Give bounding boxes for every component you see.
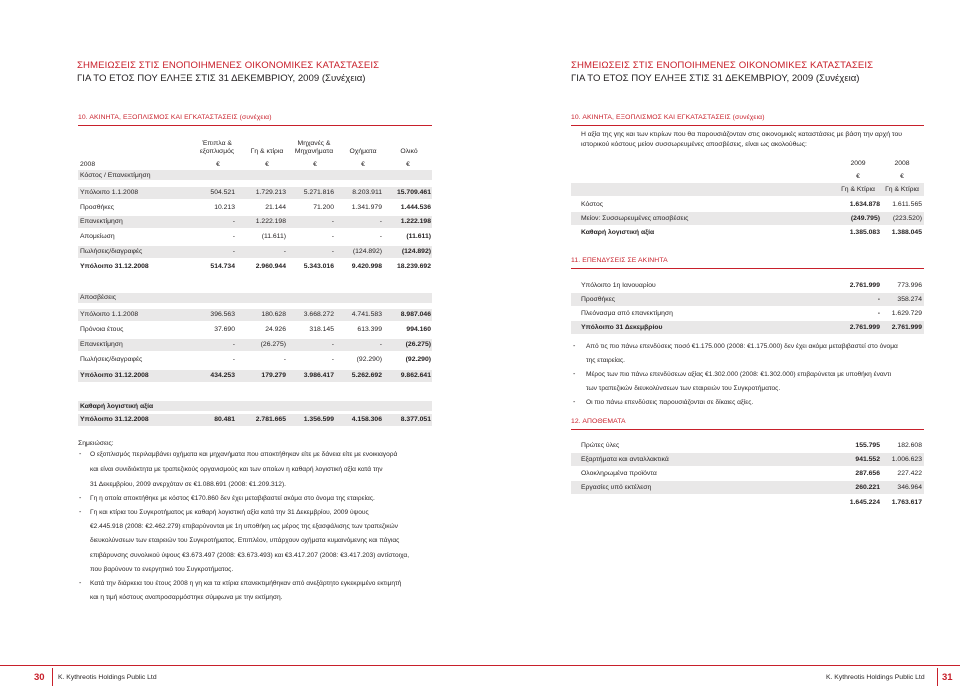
table-cell: 613.399 bbox=[357, 326, 382, 333]
table-cell: (92.290) bbox=[356, 356, 382, 363]
table-cell: 2.960.944 bbox=[255, 263, 286, 270]
table-cell: 8.377.051 bbox=[400, 416, 431, 423]
table-cell: 5.262.692 bbox=[351, 372, 382, 379]
table-cell: 1.006.623 bbox=[891, 456, 922, 463]
table-cell: (223.520) bbox=[892, 215, 922, 222]
table-cell: 179.279 bbox=[261, 372, 286, 379]
table-cell: 4.158.306 bbox=[351, 416, 382, 423]
table-cell: 5.271.816 bbox=[303, 189, 334, 196]
note-line: που βαρύνουν το ενεργητικό του Συγκροτήματος. bbox=[90, 566, 234, 573]
table-cell: 318.145 bbox=[309, 326, 334, 333]
table-cell: 1.388.045 bbox=[891, 229, 922, 236]
table-cell: 1.629.729 bbox=[891, 310, 922, 317]
table-cell: 1.222.198 bbox=[255, 218, 286, 225]
note-line: επιβάρυνσης συνολικού ύψους €3.673.497 (2008: €3.673.493) και €3.417.207 (2008: €3.417.203) αντίστοιχα, bbox=[90, 552, 410, 559]
table-cell: 155.795 bbox=[855, 442, 880, 449]
table-cell: 8.203.911 bbox=[352, 189, 382, 196]
note-line: Ο εξοπλισμός περιλαμβάνει οχήματα και μηχανήματα που αποκτήθηκαν είτε με δάνεια είτε με ενοικιαγορά bbox=[90, 451, 398, 458]
page-number-left: 30 bbox=[34, 672, 45, 683]
col-header-machinery-1: Μηχανές & bbox=[297, 140, 331, 147]
row-label: Υπόλοιπο 1.1.2008 bbox=[80, 311, 139, 318]
row-label: Υπόλοιπο 31 Δεκεμβρίου bbox=[581, 324, 663, 331]
row-label: Εργασίες υπό εκτέλεση bbox=[581, 484, 652, 491]
table-cell: - bbox=[232, 218, 235, 225]
left-section-rule bbox=[78, 125, 432, 126]
hist-col-header: Γη & Κτίρια bbox=[885, 186, 919, 193]
table-cell: - bbox=[232, 248, 235, 255]
row-label: Πωλήσεις/διαγραφές bbox=[80, 248, 143, 255]
left-year: 2008 bbox=[80, 161, 96, 168]
table-cell: - bbox=[232, 356, 235, 363]
table-cell: - bbox=[283, 356, 286, 363]
footer-rule bbox=[0, 665, 960, 666]
col-header-furniture-1: Έπιπλα & bbox=[202, 140, 232, 147]
bullet-dash: - bbox=[79, 509, 82, 516]
page-number-right: 31 bbox=[942, 672, 953, 683]
table-cell: 9.420.998 bbox=[351, 263, 382, 270]
note-line: €2.445.918 (2008: €2.462.279) επιβαρύνονται με 1η υποθήκη ως μέρος της εξασφάλισης των τραπεζικών bbox=[90, 523, 398, 530]
intro-line-1: Η αξία της γης και των κτιρίων που θα παρουσιάζονταν στις οικονομικές καταστάσεις με βάση την αρχή του bbox=[581, 131, 902, 138]
table-cell: 2.761.999 bbox=[891, 324, 922, 331]
table-cell: 2.761.999 bbox=[849, 324, 880, 331]
header-right bbox=[571, 60, 873, 85]
intro-line-2: ιστορικού κόστους μείον συσσωρευμένες αποσβέσεις, είναι ως ακολούθως: bbox=[581, 141, 807, 148]
col-header-land: Γη & κτίρια bbox=[250, 148, 284, 155]
table-cell: (124.892) bbox=[401, 248, 431, 255]
row-label: Επανεκτίμηση bbox=[80, 341, 123, 348]
table-cell: 8.987.046 bbox=[400, 311, 431, 318]
table-cell: 1.222.198 bbox=[400, 218, 431, 225]
section-11-rule bbox=[571, 268, 924, 269]
table-cell: 227.422 bbox=[897, 470, 922, 477]
right-section-rule bbox=[571, 125, 924, 126]
table-cell: 514.734 bbox=[210, 263, 235, 270]
row-label: Μείον: Συσσωρευμένες αποσβέσεις bbox=[581, 215, 689, 222]
table-cell: 24.926 bbox=[265, 326, 286, 333]
year-2009: 2009 bbox=[850, 160, 866, 167]
bullet-dash: - bbox=[573, 343, 576, 350]
row-label: Κόστος bbox=[581, 201, 604, 208]
table-cell: - bbox=[877, 310, 880, 317]
table-cell: 396.563 bbox=[210, 311, 235, 318]
table-cell: - bbox=[232, 233, 235, 240]
row-label: Προσθήκες bbox=[80, 204, 115, 211]
row-label: Εξαρτήματα και ανταλλακτικά bbox=[581, 456, 669, 463]
bullet-dash: - bbox=[573, 371, 576, 378]
footer-divider-right bbox=[937, 668, 938, 686]
note-line: Γη η οποία αποκτήθηκε με κόστος €170.860 δεν έχει μεταβιβαστεί ακόμα στο όνομα της εταιρείας. bbox=[90, 495, 375, 502]
table-cell: - bbox=[331, 218, 334, 225]
row-label: Απομείωση bbox=[80, 233, 115, 240]
table-cell: (26.275) bbox=[260, 341, 286, 348]
col-header-machinery-2: Μηχανήματα bbox=[294, 148, 334, 155]
currency-symbol: € bbox=[900, 173, 904, 180]
table-cell: 9.862.641 bbox=[400, 372, 431, 379]
table-cell: 3.986.417 bbox=[303, 372, 334, 379]
table-cell: 1.356.599 bbox=[303, 416, 334, 423]
table-cell: 21.144 bbox=[265, 204, 286, 211]
table-cell: 1.645.224 bbox=[849, 499, 880, 506]
table-cell: 941.552 bbox=[855, 456, 880, 463]
note-line: και η τιμή κόστους αναπροσαρμόστηκε σύμφωνα με την εκτίμηση. bbox=[90, 594, 283, 601]
table-cell: (124.892) bbox=[352, 248, 382, 255]
note-line: Κατά την διάρκεια του έτους 2008 η γη και τα κτίρια επανεκτιμήθηκαν από ανεξάρτητο εγκεκριμένο εκτιμητή bbox=[90, 580, 402, 587]
note-line: Γη και κτίρια του Συγκροτήματος με καθαρή λογιστική αξία κατά την 31 Δεκεμβρίου, 2009 ύψους bbox=[90, 509, 369, 516]
table-cell: (26.275) bbox=[405, 341, 431, 348]
year-2008: 2008 bbox=[894, 160, 910, 167]
table-cell: 1.634.878 bbox=[849, 201, 880, 208]
currency-symbol: € bbox=[856, 173, 860, 180]
table-cell: 10.213 bbox=[214, 204, 235, 211]
table-cell: 773.996 bbox=[897, 282, 922, 289]
notes-heading: Σημειώσεις: bbox=[78, 440, 114, 447]
table-cell: 18.239.692 bbox=[396, 263, 431, 270]
row-label: Πωλήσεις/διαγραφές bbox=[80, 356, 143, 363]
row-label: Υπόλοιπο 31.12.2008 bbox=[80, 263, 149, 270]
table-cell: 1.444.536 bbox=[400, 204, 431, 211]
table-cell: 1.611.565 bbox=[892, 201, 922, 208]
table-cell: 346.964 bbox=[897, 484, 922, 491]
header-right-title: ΣΗΜΕΙΩΣΕΙΣ ΣΤΙΣ ΕΝΟΠΟΙΗΜΕΝΕΣ ΟΙΚΟΝΟΜΙΚΕΣ ΚΑΤΑΣΤΑΣΕΙΣ bbox=[571, 60, 874, 71]
row-label: Υπόλοιπο 1η Ιανουαρίου bbox=[581, 282, 656, 289]
table-cell: 1.763.617 bbox=[891, 499, 922, 506]
table-cell: - bbox=[232, 341, 235, 348]
table-cell: 4.741.583 bbox=[351, 311, 382, 318]
footer-divider-left bbox=[52, 668, 53, 686]
table-cell: - bbox=[283, 248, 286, 255]
table-cell: 180.628 bbox=[261, 311, 286, 318]
table-cell: 358.274 bbox=[897, 296, 922, 303]
row-label: Υπόλοιπο 31.12.2008 bbox=[80, 372, 149, 379]
row-label: Επανεκτίμηση bbox=[80, 218, 123, 225]
currency-symbol: € bbox=[313, 161, 317, 168]
table-cell: (11.611) bbox=[261, 233, 286, 240]
table-cell: (92.290) bbox=[405, 356, 431, 363]
table-cell: - bbox=[877, 296, 880, 303]
footer-company-left: K. Kythreotis Holdings Public Ltd bbox=[58, 674, 157, 681]
table-cell: - bbox=[331, 341, 334, 348]
dep-heading: Αποσβέσεις bbox=[80, 294, 117, 301]
row-label: Πλεόνασμα από επανεκτίμηση bbox=[581, 310, 673, 317]
table-cell: 2.781.665 bbox=[255, 416, 286, 423]
table-cell: 1.729.213 bbox=[255, 189, 286, 196]
table-cell: - bbox=[331, 248, 334, 255]
nbv-heading: Καθαρή λογιστική αξία bbox=[80, 403, 154, 410]
row-label: Υπόλοιπο 1.1.2008 bbox=[80, 189, 139, 196]
table-cell: - bbox=[379, 218, 382, 225]
table-cell: (11.611) bbox=[406, 233, 431, 240]
bullet-dash: - bbox=[573, 399, 576, 406]
dep-heading-band bbox=[78, 293, 432, 303]
table-cell: 504.521 bbox=[210, 189, 235, 196]
section-12-rule bbox=[571, 429, 924, 430]
table-cell: - bbox=[379, 341, 382, 348]
table-cell: 1.385.083 bbox=[849, 229, 880, 236]
table-cell: 3.668.272 bbox=[303, 311, 334, 318]
cost-heading: Κόστος / Επανεκτίμηση bbox=[80, 172, 151, 179]
currency-symbol: € bbox=[361, 161, 365, 168]
note-line: διευκολύνσεων των εταιρειών του Συγκροτήματος. Επιπλέον, υπάρχουν οχήματα κυμαινόμενης και πάγιας bbox=[90, 537, 400, 544]
section-12-title: 12. ΑΠΟΘΕΜΑΤΑ bbox=[571, 418, 626, 425]
note-line: 31 Δεκεμβρίου, 2009 ανερχόταν σε €1.088.691 (2008: €1.209.312). bbox=[90, 481, 286, 488]
table-cell: 15.709.461 bbox=[396, 189, 431, 196]
note-line: και είναι συνιδιόκτητα με τραπεζικούς οργανισμούς και των οποίων η καθαρή λογιστική αξία κατά την bbox=[90, 466, 383, 473]
table-cell: 1.341.979 bbox=[351, 204, 382, 211]
row-label: Ολοκληρωμένα προϊόντα bbox=[581, 470, 657, 477]
table-cell: (249.795) bbox=[850, 215, 880, 222]
note-line: Οι πιο πάνω επενδύσεις παρουσιάζονται σε δίκαιες αξίες. bbox=[586, 399, 754, 406]
note-line: Μέρος των πιο πάνω επενδύσεων αξίας €1.302.000 (2008: €1.302.000) επιβαρύνεται με υποθήκη έναντι bbox=[586, 371, 892, 378]
section-11-title: 11. ΕΠΕΝΔΥΣΕΙΣ ΣΕ ΑΚΙΝΗΤΑ bbox=[571, 257, 668, 264]
bullet-dash: - bbox=[79, 580, 82, 587]
header-left bbox=[77, 60, 379, 85]
right-section-title: 10. ΑΚΙΝΗΤΑ, ΕΞΟΠΛΙΣΜΟΣ ΚΑΙ ΕΓΚΑΤΑΣΤΑΣΕΙΣ (συνέχεια) bbox=[571, 114, 765, 121]
note-line: Από τις πιο πάνω επενδύσεις ποσό €1.175.000 (2008: €1.175.000) δεν έχει ακόμα μεταβιβαστεί στο όνομα bbox=[586, 343, 898, 350]
bullet-dash: - bbox=[79, 451, 82, 458]
header-left-subtitle: ΓΙΑ ΤΟ ΕΤΟΣ ΠΟΥ ΕΛΗΞΕ ΣΤΙΣ 31 ΔΕΚΕΜΒΡΙΟΥ, 2009 (Συνέχεια) bbox=[77, 73, 366, 84]
footer-company-right: K. Kythreotis Holdings Public Ltd bbox=[826, 674, 925, 681]
table-cell: 71.200 bbox=[313, 204, 334, 211]
col-header-total: Ολικό bbox=[400, 148, 418, 155]
table-cell: 434.253 bbox=[210, 372, 235, 379]
table-cell: - bbox=[331, 233, 334, 240]
currency-symbol: € bbox=[265, 161, 269, 168]
header-right-subtitle: ΓΙΑ ΤΟ ΕΤΟΣ ΠΟΥ ΕΛΗΞΕ ΣΤΙΣ 31 ΔΕΚΕΜΒΡΙΟΥ, 2009 (Συνέχεια) bbox=[571, 73, 860, 84]
col-header-furniture-2: εξοπλισμός bbox=[199, 148, 235, 155]
col-header-vehicles: Οχήματα bbox=[349, 148, 377, 155]
table-cell: 80.481 bbox=[214, 416, 235, 423]
header-left-title: ΣΗΜΕΙΩΣΕΙΣ ΣΤΙΣ ΕΝΟΠΟΙΗΜΕΝΕΣ ΟΙΚΟΝΟΜΙΚΕΣ ΚΑΤΑΣΤΑΣΕΙΣ bbox=[77, 60, 380, 71]
table-cell: 994.160 bbox=[406, 326, 431, 333]
currency-symbol: € bbox=[216, 161, 220, 168]
row-label: Πρόνοια έτους bbox=[80, 326, 124, 333]
currency-symbol: € bbox=[406, 161, 410, 168]
table-cell: 287.656 bbox=[855, 470, 880, 477]
table-cell: 5.343.016 bbox=[303, 263, 334, 270]
table-cell: 260.221 bbox=[855, 484, 880, 491]
hist-col-header: Γη & Κτίρια bbox=[841, 186, 875, 193]
table-cell: 2.761.999 bbox=[849, 282, 880, 289]
table-cell: 182.608 bbox=[897, 442, 922, 449]
row-label: Καθαρή λογιστική αξία bbox=[581, 229, 655, 236]
note-line: της εταιρείας. bbox=[586, 357, 625, 364]
row-label: Προσθήκες bbox=[581, 296, 616, 303]
table-cell: 37.690 bbox=[214, 326, 235, 333]
note-line: των τραπεζικών διευκολύνσεων των εταιρειών του Συγκροτήματος. bbox=[586, 385, 781, 392]
bullet-dash: - bbox=[79, 495, 82, 502]
left-section-title: 10. ΑΚΙΝΗΤΑ, ΕΞΟΠΛΙΣΜΟΣ ΚΑΙ ΕΓΚΑΤΑΣΤΑΣΕΙΣ (συνέχεια) bbox=[78, 114, 272, 121]
table-cell: - bbox=[331, 356, 334, 363]
row-label: Πρώτες ύλες bbox=[581, 442, 620, 449]
table-cell: - bbox=[379, 233, 382, 240]
row-label: Υπόλοιπο 31.12.2008 bbox=[80, 416, 149, 423]
